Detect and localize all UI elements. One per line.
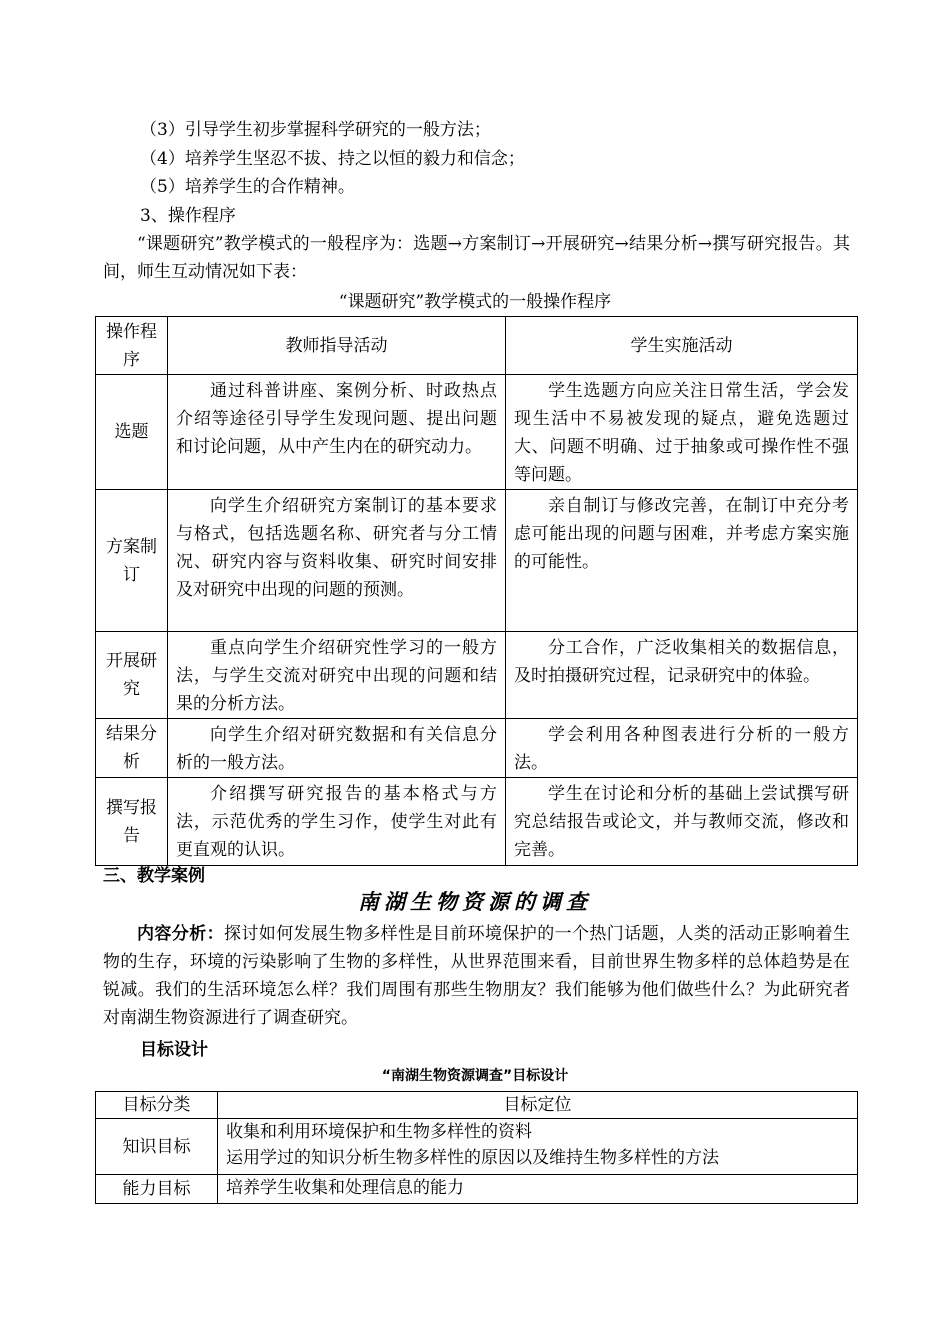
header-student: 学生实施活动 bbox=[506, 317, 858, 375]
teacher-cell: 介绍撰写研究报告的基本格式与方法，示范优秀的学生习作，使学生对此有更直观的认识。 bbox=[168, 778, 506, 866]
stage-cell: 方案制订 bbox=[96, 490, 168, 632]
goal-design-heading: 目标设计 bbox=[140, 1040, 208, 1060]
goal-line: 培养学生收集和处理信息的能力 bbox=[226, 1178, 464, 1198]
table-header-row bbox=[96, 1092, 858, 1119]
teacher-cell: 重点向学生介绍研究性学习的一般方法，与学生交流对研究中出现的问题和结果的分析方法。 bbox=[168, 632, 506, 719]
content-analysis-label: 内容分析： bbox=[137, 924, 224, 944]
goal-item-3: （3）引导学生初步掌握科学研究的一般方法； bbox=[140, 120, 491, 140]
section-heading-case: 三、教学案例 bbox=[103, 866, 205, 886]
table-row bbox=[96, 719, 858, 778]
stage-cell: 撰写报告 bbox=[96, 778, 168, 866]
table-row bbox=[96, 1119, 858, 1175]
procedure-intro: “课题研究”教学模式的一般程序为：选题→方案制订→开展研究→结果分析→撰写研究报告。其间，师生互动情况如下表： bbox=[103, 234, 850, 282]
teacher-cell: 向学生介绍研究方案制订的基本要求与格式，包括选题名称、研究者与分工情况、研究内容与资料收集、研究时间安排及对研究中出现的问题的预测。 bbox=[168, 490, 506, 632]
header-teacher: 教师指导活动 bbox=[168, 317, 506, 375]
student-cell: 学生在讨论和分析的基础上尝试撰写研究总结报告或论文，并与教师交流，修改和完善。 bbox=[506, 778, 858, 866]
goal-item-4: （4）培养学生坚忍不拔、持之以恒的毅力和信念； bbox=[140, 149, 525, 169]
table2-title: “南湖生物资源调查”目标设计 bbox=[381, 1068, 569, 1084]
procedure-table bbox=[95, 316, 858, 866]
teacher-cell: 通过科普讲座、案例分析、时政热点介绍等途径引导学生发现问题、提出问题和讨论问题，从中产生内在的研究动力。 bbox=[168, 375, 506, 490]
table-header-row bbox=[96, 317, 858, 375]
content-analysis bbox=[103, 920, 850, 1032]
table-row bbox=[96, 1175, 858, 1204]
student-cell: 分工合作，广泛收集相关的数据信息，及时拍摄研究过程，记录研究中的体验。 bbox=[506, 632, 858, 719]
student-cell: 亲自制订与修改完善，在制订中充分考虑可能出现的问题与困难，并考虑方案实施的可能性。 bbox=[506, 490, 858, 632]
table-row bbox=[96, 778, 858, 866]
stage-cell: 开展研究 bbox=[96, 632, 168, 719]
goal-line: 运用学过的知识分析生物多样性的原因以及维持生物多样性的方法 bbox=[226, 1148, 719, 1168]
goal-cell bbox=[218, 1175, 858, 1204]
stage-cell: 选题 bbox=[96, 375, 168, 490]
student-cell: 学会利用各种图表进行分析的一般方法。 bbox=[506, 719, 858, 778]
goal-table bbox=[95, 1091, 858, 1204]
student-cell: 学生选题方向应关注日常生活，学会发现生活中不易被发现的疑点，避免选题过大、问题不明确、过于抽象或可操作性不强等问题。 bbox=[506, 375, 858, 490]
category-cell: 知识目标 bbox=[96, 1119, 218, 1175]
header-category: 目标分类 bbox=[96, 1092, 218, 1119]
teacher-cell: 向学生介绍对研究数据和有关信息分析的一般方法。 bbox=[168, 719, 506, 778]
goal-cell bbox=[218, 1119, 858, 1175]
header-stage: 操作程序 bbox=[96, 317, 168, 375]
section-heading-procedure: 3、操作程序 bbox=[140, 206, 236, 226]
content-analysis-text: 探讨如何发展生物多样性是目前环境保护的一个热门话题，人类的活动正影响着生物的生存，环境的污染影响了生物的多样性，从世界范围来看，目前世界生物多样的总体趋势是在锐减。我们的生活环境怎么样？我们周围有那些生物朋友？我们能够为他们做些什么？为此研究者对南湖生物资源进行了调查研究。 bbox=[103, 924, 850, 1028]
goal-item-5: （5）培养学生的合作精神。 bbox=[140, 177, 355, 197]
case-title: 南湖生物资源的调查 bbox=[358, 889, 592, 914]
table1-title: “课题研究”教学模式的一般操作程序 bbox=[338, 292, 612, 312]
stage-cell: 结果分析 bbox=[96, 719, 168, 778]
goal-line: 收集和利用环境保护和生物多样性的资料 bbox=[226, 1122, 532, 1142]
category-cell: 能力目标 bbox=[96, 1175, 218, 1204]
table-row bbox=[96, 375, 858, 490]
table-row bbox=[96, 490, 858, 632]
header-position: 目标定位 bbox=[218, 1092, 858, 1119]
table-row bbox=[96, 632, 858, 719]
